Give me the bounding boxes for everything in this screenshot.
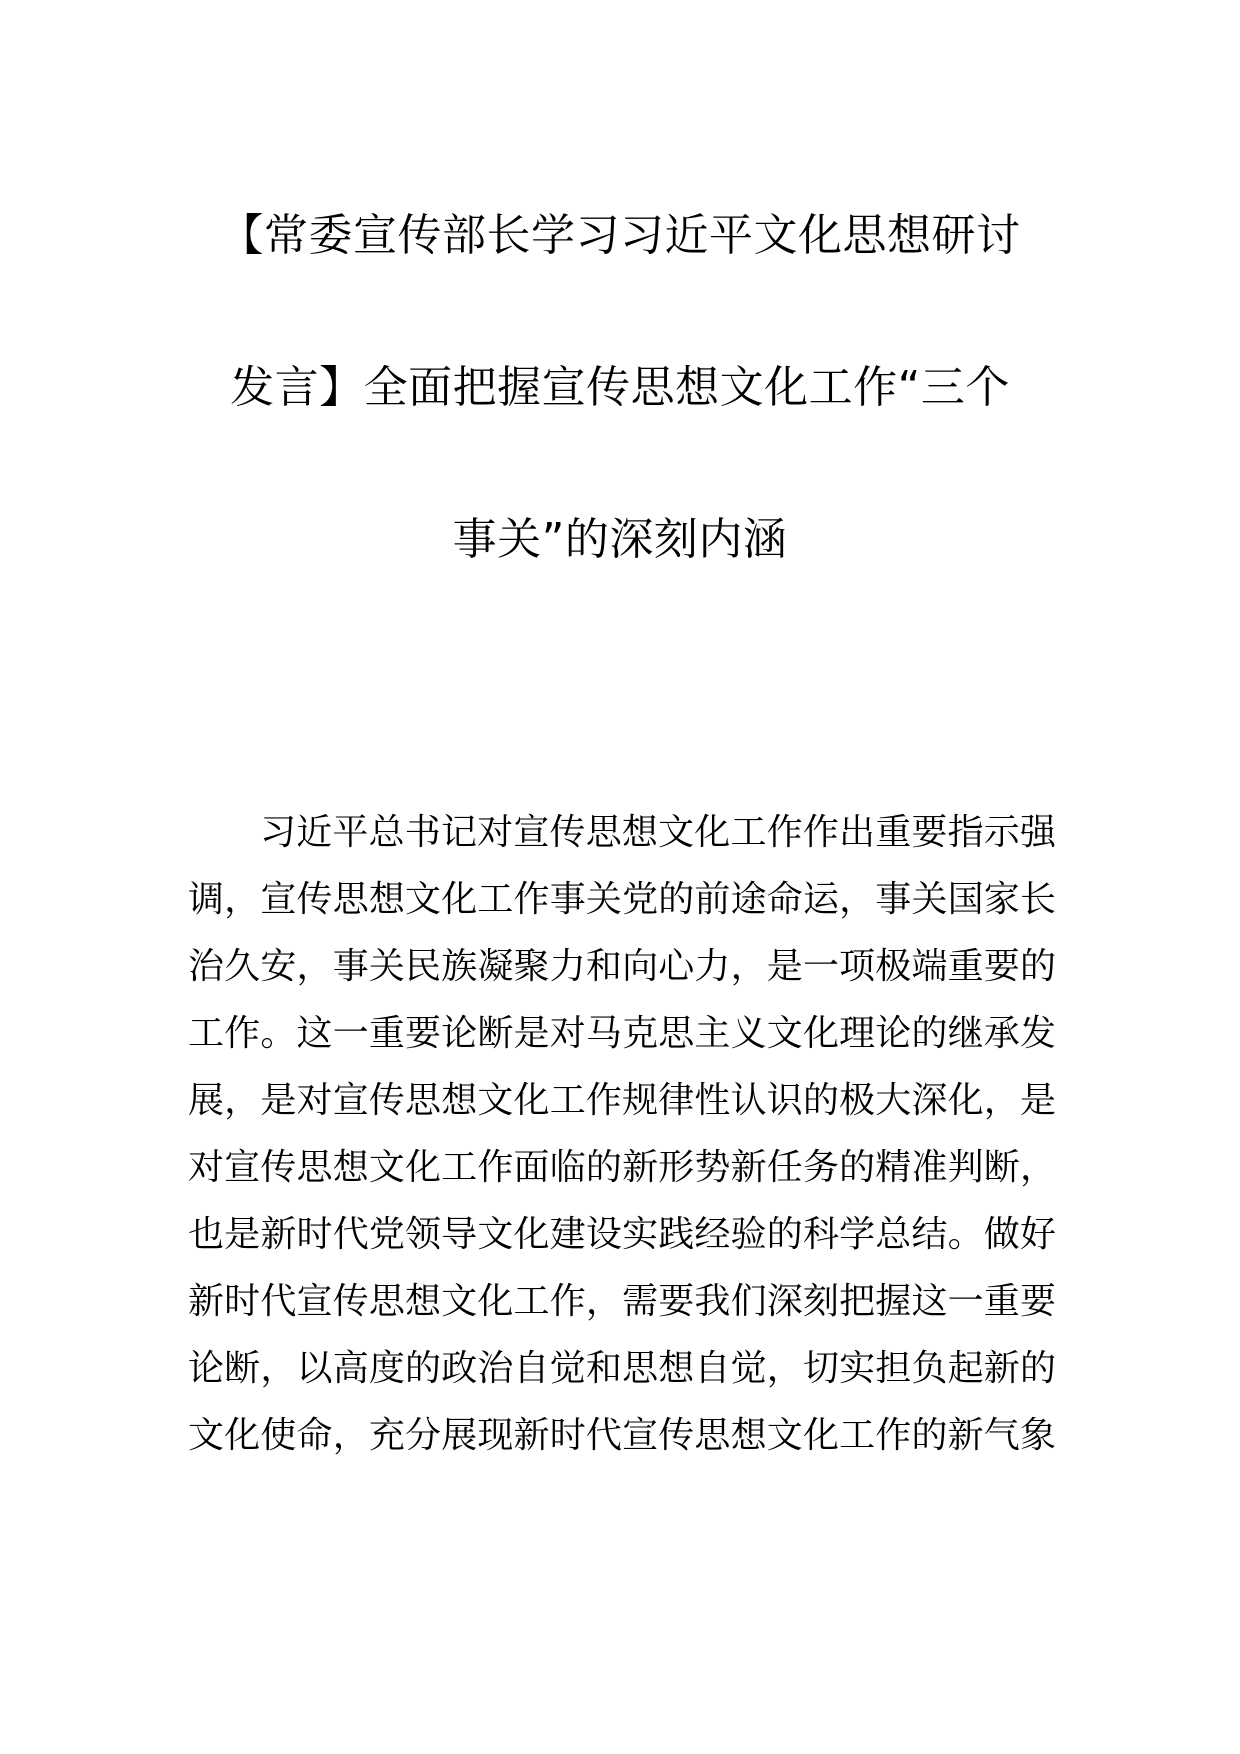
body-line-3: 治久安，事关民族凝聚力和向心力，是一项极端重要的 <box>188 946 1056 987</box>
title-line-3: 事关”的深刻内涵 <box>452 514 788 565</box>
body-line-5: 展，是对宣传思想文化工作规律性认识的极大深化，是 <box>188 1080 1056 1121</box>
body-line-1: 习近平总书记对宣传思想文化工作作出重要指示强 <box>260 812 1056 853</box>
title-line-2: 发言】全面把握宣传思想文化工作“三个 <box>230 362 1010 413</box>
body-line-10: 文化使命，充分展现新时代宣传思想文化工作的新气象 <box>188 1415 1056 1456</box>
body-line-2: 调，宣传思想文化工作事关党的前途命运，事关国家长 <box>188 879 1056 920</box>
body-line-7: 也是新时代党领导文化建设实践经验的科学总结。做好 <box>188 1214 1056 1255</box>
body-line-8: 新时代宣传思想文化工作，需要我们深刻把握这一重要 <box>188 1281 1056 1322</box>
title-line-1: 【常委宣传部长学习习近平文化思想研讨 <box>219 210 1021 261</box>
body-line-6: 对宣传思想文化工作面临的新形势新任务的精准判断， <box>188 1147 1056 1188</box>
body-line-4: 工作。这一重要论断是对马克思主义文化理论的继承发 <box>188 1013 1056 1054</box>
body-line-9: 论断，以高度的政治自觉和思想自觉，切实担负起新的 <box>188 1348 1056 1389</box>
